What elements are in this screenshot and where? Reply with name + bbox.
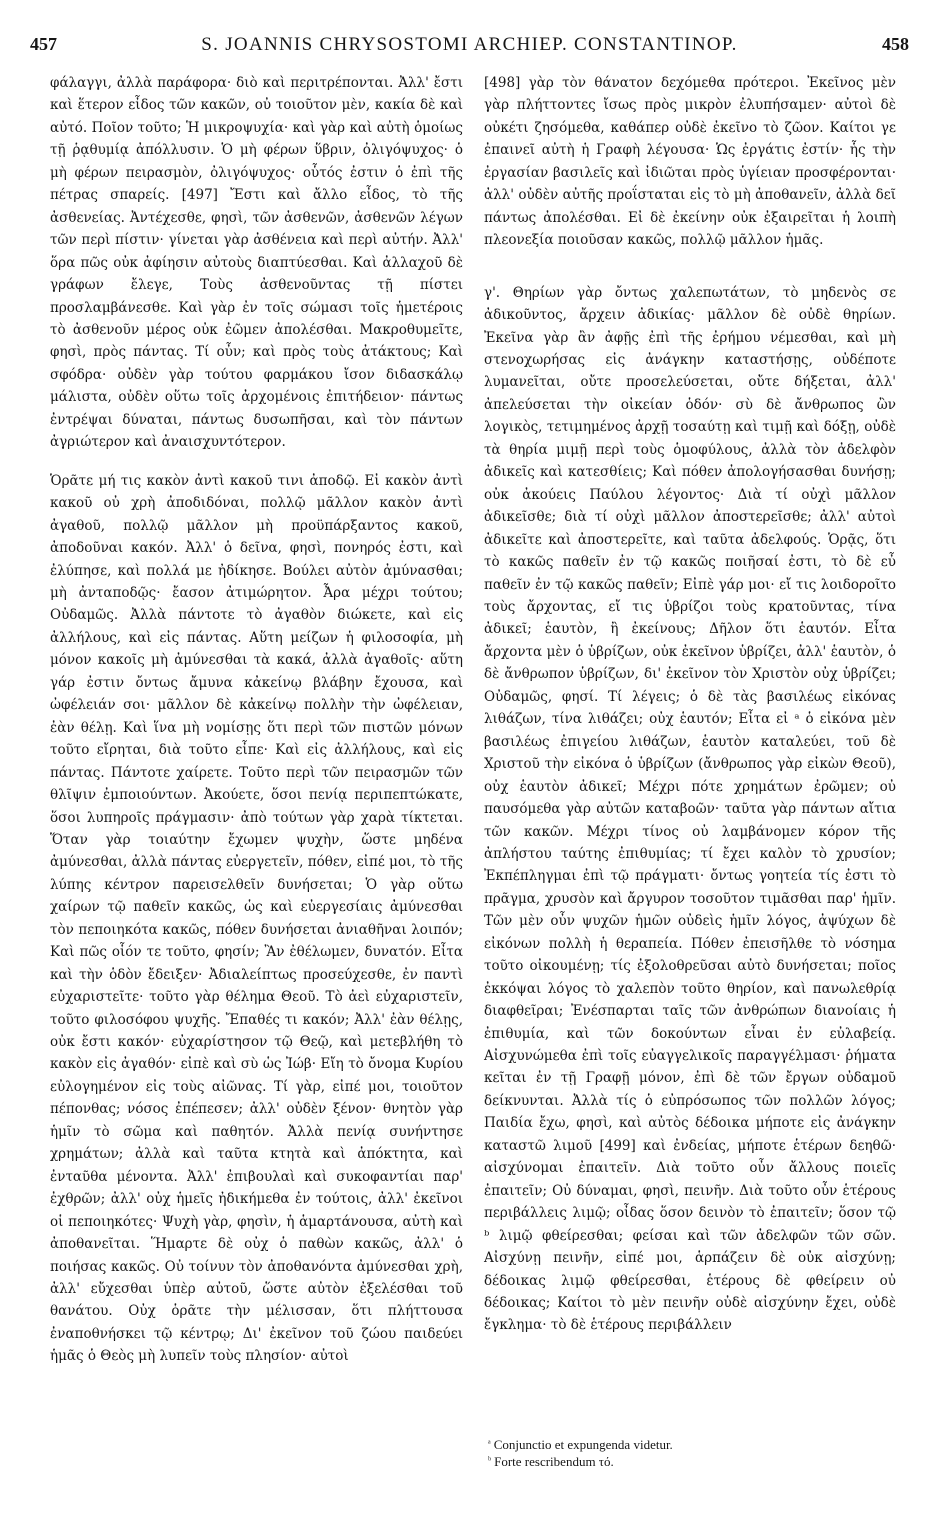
footnote-marker: ᵇ: [488, 1455, 492, 1466]
left-paragraph-1: φάλαγγι, ἀλλὰ παράφορα· διὸ καὶ περιτρέπονται. Ἀλλ' ἔστι καὶ ἕτερον εἶδος τῶν κακῶν, οὐ τοιοῦτον μὲν, κακία δὲ καὶ αὐτό. Ποῖον τοῦτο; Ἡ μικροψυχία· καὶ γὰρ καὶ αὐτὴ ὁμοίως τῇ ῥᾳθυμίᾳ ἀπόλλυσιν. Ὁ μὴ φέρων ὕβριν, ὀλιγόψυχος· ὁ μὴ φέρων πειρασμὸν, ὀλιγόψυχος· οὗτός ἐστιν ὁ ἐπὶ τῆς πέτρας σπαρείς. [497] Ἔστι καὶ ἄλλο εἶδος, τὸ τῆς ἀσθενείας. Ἀντέχεσθε, φησὶ, τῶν ἀσθενῶν, ἀσθενῶν λέγων τῶν περὶ πίστιν· γίνεται γὰρ ἀσθένεια καὶ περὶ αὐτήν. Ἀλλ' ὅρα πῶς οὐκ ἀφίησιν αὐτοὺς διαπτύεσθαι. Καὶ ἀλλαχοῦ δὲ γράφων ἔλεγε, Τοὺς ἀσθενοῦντας τῇ πίστει προσλαμβάνεσθε. Καὶ γὰρ ἐν τοῖς σώμασι τοῖς ἡμετέροις τὸ ἀσθενοῦν μέρος οὐκ ἐῶμεν ἀπολέσθαι. Μακροθυμεῖτε, φησὶ, πρὸς πάντας. Τί οὖν; καὶ πρὸς τοὺς ἀτάκτους; Καὶ σφόδρα· οὐδὲν γὰρ τούτου φαρμάκου ἴσον διδασκάλῳ μάλιστα, οὐδὲν οὕτω τοῖς ἀρχομένοις ἐπιτήδειον· πάντως ἐντρέψαι δύναται, πάντως δυσωπῆσαι, καὶ τὸν πάντων ἀγριώτερον καὶ ἀναισχυντότερον.: [50, 75, 463, 451]
footnote-text: Forte rescribendum τό.: [494, 1454, 614, 1469]
footnote-b: [484, 1453, 896, 1470]
left-text-column: [50, 72, 463, 1368]
left-page-number: 457: [30, 34, 57, 54]
running-header: [30, 34, 909, 64]
footnotes: [484, 1436, 896, 1470]
footnote-marker: ᵃ: [488, 1438, 491, 1449]
right-text-column: [484, 72, 896, 1337]
right-page-number: 458: [882, 34, 909, 54]
footnote-text: Conjunctio et expungenda videtur.: [493, 1437, 673, 1452]
right-paragraph-2: γ'. Θηρίων γὰρ ὄντως χαλεπωτάτων, τὸ μηδενὸς σε ἀδικοῦντος, ἄρχειν ἀδικίας· μᾶλλον δὲ οὐδὲ θηρίων. Ἐκεῖνα γὰρ ἂν ἀφῇς ἐπὶ τῆς ἐρήμου νέμεσθαι, καὶ μὴ στενοχωρήσας εἰς ἀνάγκην καταστήσῃς, οὐδέποτε λυμανεῖται, οὔτε προσελεύσεται, οὔτε δήξεται, ἀλλ' ἀπελεύσεται τὴν οἰκείαν ὁδόν· σὺ δὲ ἄνθρωπος ὢν λογικὸς, τετιμημένος ἀρχῇ τοσαύτῃ καὶ τιμῇ καὶ δόξῃ, οὐδὲ τὰ θηρία μιμῇ περὶ τοὺς ὁμοφύλους, ἀλλὰ τὸν ἀδελφὸν ἀδικεῖς καὶ κατεσθίεις; Καὶ πόθεν ἀπολογήσασθαι δυνήσῃ; οὐκ ἀκούεις Παύλου λέγοντος· Διὰ τί οὐχὶ μᾶλλον ἀδικεῖσθε; διὰ τί οὐχὶ μᾶλλον ἀποστερεῖσθε; ἀλλ' αὐτοὶ ἀδικεῖτε καὶ ἀποστερεῖτε, καὶ ταῦτα ἀδελφούς. Ὁρᾷς, ὅτι τὸ κακῶς παθεῖν ἐν τῷ κακῶς ποιῆσαί ἐστι, τὸ δὲ εὖ παθεῖν ἐν τῷ κακῶς παθεῖν; Εἰπὲ γάρ μοι· εἴ τις λοιδοροῖτο τοὺς ἄρχοντας, εἴ τις ὑβρίζοι τοὺς κρατοῦντας, τίνα ἀδικεῖ; ἑαυτὸν, ἢ ἐκείνους; Δῆλον ὅτι ἑαυτόν. Εἶτα ἄρχοντα μὲν ὁ ὑβρίζων, οὐκ ἐκεῖνον ὑβρίζει, ἀλλ' ἑαυτὸν, ὁ δὲ ἄνθρωπον ὑβρίζων, δι' ἐκεῖνον τὸν Χριστὸν οὐχ ὑβρίζει; Οὐδαμῶς, φησί. Τί λέγεις; ὁ δὲ τὰς βασιλέως εἰκόνας λιθάζων, τίνα λιθάζει; οὐχ ἑαυτόν; Εἶτα εἰ ᵃ ὁ εἰκόνα μὲν βασιλέως ἐπιγείου λιθάζων, ἑαυτὸν καταλεύει, τοῦ δὲ Χριστοῦ τὴν εἰκόνα ὁ ὑβρίζων (ἄνθρωπος γὰρ εἰκὼν Θεοῦ), οὐχ ἑαυτὸν ἀδικεῖ; Μέχρι πότε χρημάτων ἐρῶμεν; οὐ παυσόμεθα γὰρ αὐτῶν καταβοῶν· ταῦτα γὰρ πάντων αἴτια τῶν κακῶν. Μέχρι τίνος οὐ λαμβάνομεν κόρον τῆς ἀπλήστου ταύτης ἐπιθυμίας; τί ἔχει καλὸν τὸ χρυσίον; Ἐκπέπληγμαι ἐπὶ τῷ πράγματι· ὄντως γοητεία τίς ἐστι τὸ πρᾶγμα, χρυσὸν καὶ ἄργυρον τοσοῦτον τιμᾶσθαι παρ' ἡμῖν. Τῶν μὲν οὖν ψυχῶν ἡμῶν οὐδεὶς ἡμῖν λόγος, ἀψύχων δὲ εἰκόνων πολλὴ ἡ θεραπεία. Πόθεν ἐπεισῆλθε τὸ νόσημα τοῦτο οἰκουμένῃ; τίς ἐξολοθρεῦσαι αὐτὸ δυνήσεται; ποῖος ἐκκόψαι λόγος τὸ χαλεπὸν τοῦτο θηρίον, καὶ πανωλεθρίᾳ διαφθεῖραι; Ἐνέσπαρται ταῖς τῶν ἀνθρώπων διανοίαις ἡ ἐπιθυμία, καὶ τῶν δοκούντων εἶναι ἐν εὐλαβείᾳ. Αἰσχυνώμεθα ἐπὶ τοῖς εὐαγγελικοῖς παραγγέλμασι· ῥήματα κεῖται ἐν τῇ Γραφῇ μόνον, ἐπὶ δὲ τῶν ἔργων οὐδαμοῦ δείκνυνται. Ἀλλὰ τίς ὁ εὐπρόσωπος τῶν πολλῶν λόγος; Παιδία ἔχω, φησὶ, καὶ αὐτὸς δέδοικα μήποτε εἰς ἀνάγκην καταστῶ λιμοῦ [499] καὶ ἐνδείας, μήποτε ἑτέρων δεηθῶ· αἰσχύνομαι ἐπαιτεῖν. Διὰ τοῦτο οὖν ἄλλους ποιεῖς ἐπαιτεῖν; Οὐ δύναμαι, φησὶ, πεινῆν. Διὰ τοῦτο οὖν ἑτέρους περιβάλλεις λιμῷ; οἶδας ὅσον δεινὸν τὸ ἐπαιτεῖν; ὅσον τῷ ᵇ λιμῷ φθείρεσθαι; φείσαι καὶ τῶν ἀδελφῶν τῶν σῶν. Αἰσχύνῃ πεινῆν, εἰπέ μοι, ἁρπάζειν δὲ οὐκ αἰσχύνῃ; δέδοικας λιμῷ φθείρεσθαι, ἑτέρους δὲ φθείρειν οὐ δέδοικας; Καίτοι τὸ μὲν πεινῆν οὐδὲ αἰσχύνην ἔχει, οὐδὲ ἔγκλημα· τὸ δὲ ἑτέρους περιβάλλειν: [484, 284, 896, 1334]
running-title: S. JOANNIS CHRYSOSTOMI ARCHIEP. CONSTANTINOP.: [201, 34, 738, 55]
left-paragraph-2: Ὁρᾶτε μή τις κακὸν ἀντὶ κακοῦ τινι ἀποδῷ. Εἰ κακὸν ἀντὶ κακοῦ οὐ χρὴ ἀποδιδόναι, πολλῷ μᾶλλον κακὸν ἀντὶ ἀγαθοῦ, πολλῷ μᾶλλον μὴ προϋπάρξαντος κακοῦ, ἀποδοῦναι κακόν. Ἀλλ' ὁ δεῖνα, φησὶ, πονηρός ἐστι, καὶ ἐλύπησε, καὶ πολλά με ἠδίκησε. Βούλει αὐτὸν ἀμύνασθαι; μὴ ἀνταποδῷς· ἔασον ἀτιμώρητον. Ἆρα μέχρι τούτου; Οὐδαμῶς. Ἀλλὰ πάντοτε τὸ ἀγαθὸν διώκετε, καὶ εἰς ἀλλήλους, καὶ εἰς πάντας. Αὕτη μείζων ἡ φιλοσοφία, μὴ μόνον κακοῖς μὴ ἀμύνεσθαι τὰ κακά, ἀλλὰ ἀγαθοῖς· αὕτη γάρ ἐστιν ὄντως ἄμυνα κἀκείνῳ βλάβην ἔχουσα, καὶ ὠφέλειάν σοι· μᾶλλον δὲ κἀκείνῳ πολλὴν τὴν ὠφέλειαν, ἐὰν θέλῃ. Καὶ ἵνα μὴ νομίσῃς ὅτι περὶ τῶν πιστῶν μόνων τοῦτο εἴρηται, διὰ τοῦτο εἶπε· Καὶ εἰς ἀλλήλους, καὶ εἰς πάντας. Πάντοτε χαίρετε. Τοῦτο περὶ τῶν πειρασμῶν τῶν θλῖψιν ἐμποιούντων. Ἀκούετε, ὅσοι πενίᾳ περιπεπτώκατε, ὅσοι λυπηροῖς πράγμασιν· ἀπὸ τούτων γὰρ χαρὰ τίκτεται. Ὅταν γὰρ τοιαύτην ἔχωμεν ψυχὴν, ὥστε μηδένα ἀμύνεσθαι, ἀλλὰ πάντας εὐεργετεῖν, πόθεν, εἰπέ μοι, τὸ τῆς λύπης κέντρον παρεισελθεῖν δυνήσεται; Ὁ γὰρ οὕτω χαίρων τῷ παθεῖν κακῶς, ὡς καὶ εὐεργεσίαις ἀμύνεσθαι τὸν πεποιηκότα κακῶς, πόθεν δυνήσεται ἀνιαθῆναι λοιπόν; Καὶ πῶς οἷόν τε τοῦτο, φησίν; Ἂν ἐθέλωμεν, δυνατόν. Εἶτα καὶ τὴν ὁδὸν ἔδειξεν· Ἀδιαλείπτως προσεύχεσθε, ἐν παντὶ εὐχαριστεῖτε· τοῦτο γὰρ θέλημα Θεοῦ. Τὸ ἀεὶ εὐχαριστεῖν, τοῦτο φιλοσόφου ψυχῆς. Ἔπαθές τι κακόν; Ἀλλ' ἐὰν θέλῃς, οὐκ ἔστι κακόν· εὐχαρίστησον τῷ Θεῷ, καὶ μετεβλήθη τὸ κακὸν εἰς ἀγαθόν· εἰπὲ καὶ σὺ ὡς Ἰώβ· Εἴη τὸ ὄνομα Κυρίου εὐλογημένον εἰς τοὺς αἰῶνας. Τί γὰρ, εἰπέ μοι, τοιοῦτον πέπονθας; νόσος ἐπέπεσεν; ἀλλ' οὐδὲν ξένον· θνητὸν γὰρ ἡμῖν τὸ σῶμα καὶ παθητόν. Ἀλλὰ πενίᾳ συνήντησε χρημάτων; ἀλλὰ καὶ ταῦτα κτητὰ καὶ ἀπόκτητα, καὶ ἐνταῦθα μένοντα. Ἀλλ' ἐπιβουλαὶ καὶ συκοφαντίαι παρ' ἐχθρῶν; ἀλλ' οὐχ ἡμεῖς ἠδικήμεθα ἐν τούτοις, ἀλλ' ἐκεῖνοι οἱ πεποιηκότες· Ψυχὴ γὰρ, φησὶν, ἡ ἁμαρτάνουσα, αὐτὴ καὶ ἀποθανεῖται. Ἥμαρτε δὲ οὐχ ὁ παθὼν κακῶς, ἀλλ' ὁ ποιήσας κακῶς. Οὐ τοίνυν τὸν ἀποθανόντα ἀμύνεσθαι χρὴ, ἀλλ' εὔχεσθαι ὑπὲρ αὐτοῦ, ὥστε αὐτὸν ἐξελέσθαι τοῦ θανάτου. Οὐχ ὁρᾶτε τὴν μέλισσαν, ὅτι πλήττουσα ἐναποθνήσκει τῷ κέντρῳ; Δι' ἐκεῖνον τοῦ ζώου παιδεύει ἡμᾶς ὁ Θεὸς μὴ λυπεῖν τοὺς πλησίον· αὐτοὶ: [50, 472, 463, 1365]
footnote-a: [484, 1436, 896, 1453]
right-paragraph-1: [498] γὰρ τὸν θάνατον δεχόμεθα πρότεροι. Ἐκεῖνος μὲν γὰρ πλήττοντες ἴσως πρὸς μικρὸν ἐλυπήσαμεν· αὐτοὶ δὲ οὐκέτι ζησόμεθα, καθάπερ οὐδὲ ἐκεῖνο τὸ ζῶον. Καίτοι γε ἐπαινεῖ αὐτὴ ἡ Γραφὴ λέγουσα· Ὡς ἐργάτις ἐστίν· ἧς τὴν ἐργασίαν βασιλεῖς καὶ ἰδιῶται πρὸς ὑγίειαν προσφέρονται· ἀλλ' οὐδὲν αὐτῆς προΐσταται εἰς τὸ μὴ ἀποθανεῖν, ἀλλὰ δεῖ πάντως ἀπολέσθαι. Εἰ δὲ ἐκείνην οὐκ ἐξαιρεῖται ἡ λοιπὴ πλεονεξία ποιοῦσαν κακῶς, πολλῷ μᾶλλον ἡμᾶς.: [484, 75, 896, 249]
